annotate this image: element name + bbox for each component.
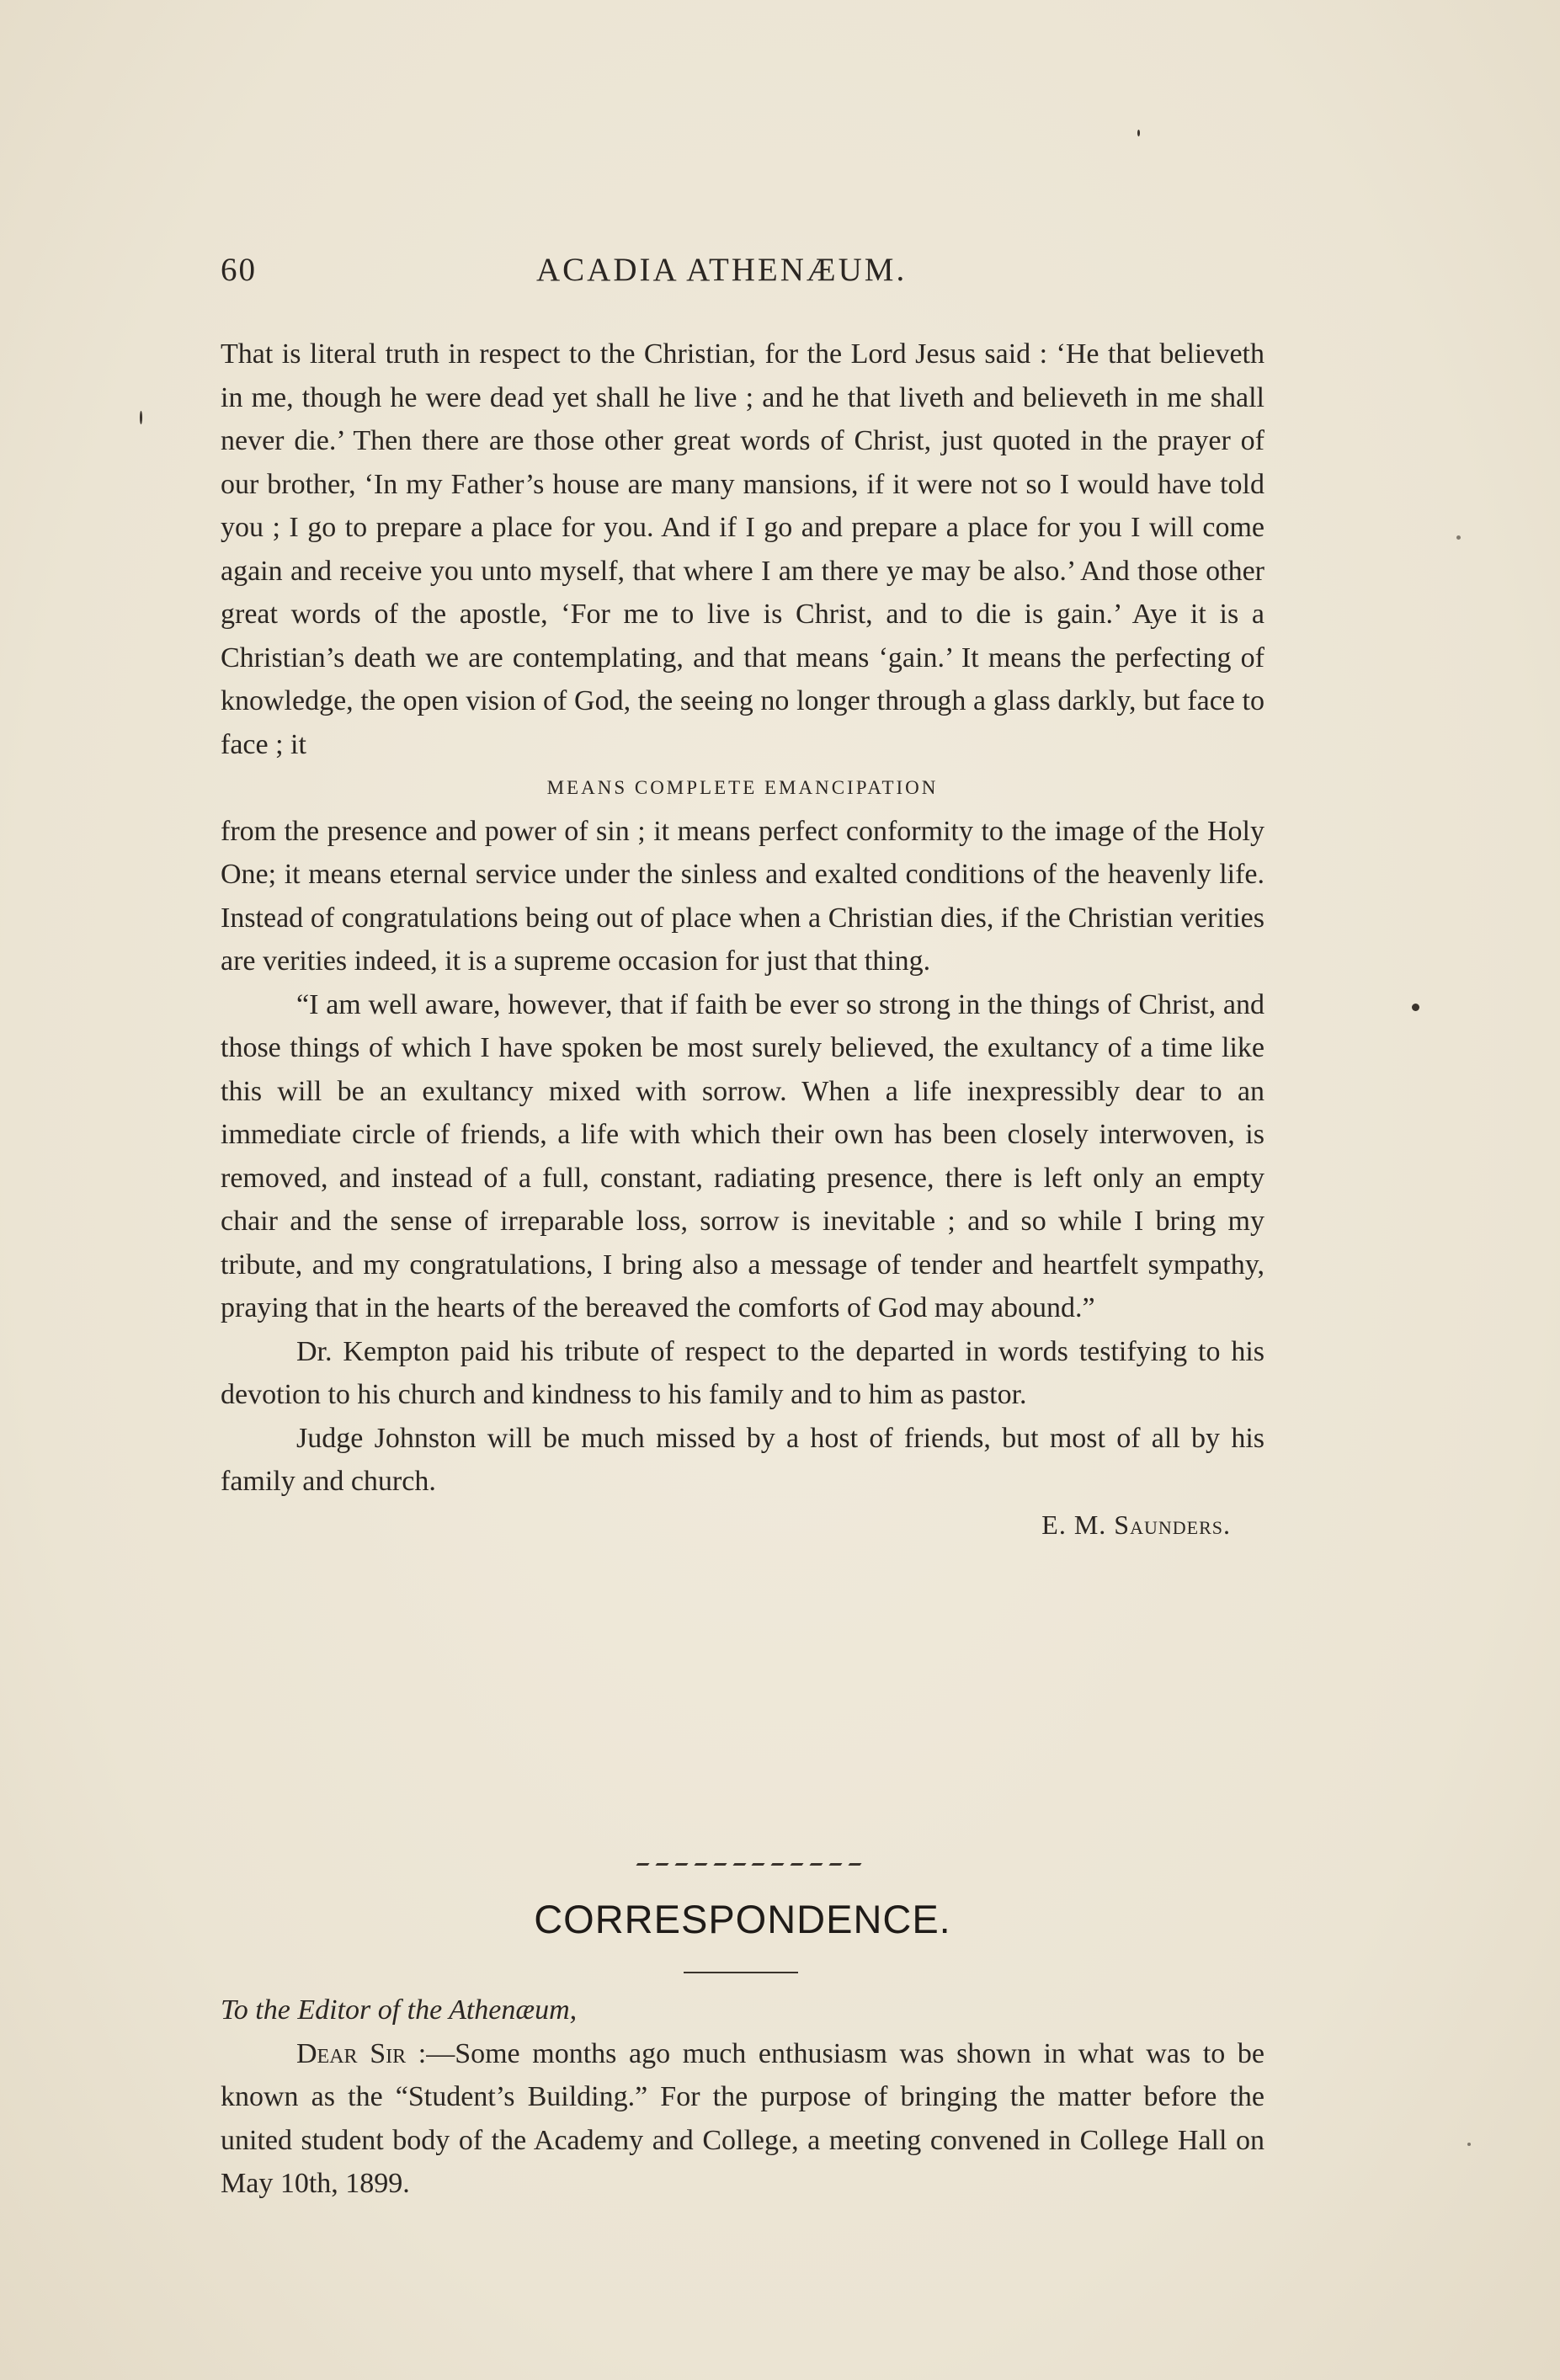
letter-section: [221, 1989, 1265, 2206]
section-divider-ornament: [640, 1855, 864, 1866]
author-signature: E. M. Saunders.: [1041, 1509, 1231, 1540]
letter-paragraph: [221, 2032, 1265, 2206]
paper-speck: [1467, 2143, 1471, 2146]
article-paragraph: “I am well aware, however, that if faith be ever so strong in the things of Christ, and those things of which I have spoken be most surely believed, the exultancy of a time like this will be an exultancy mixed with sorrow. When a life inexpressibly dear to an immediate circle of friends, a life with which their own has been closely interwoven, is removed, and instead of a full, constant, radiating presence, there is left only an empty chair and the sense of irreparable loss, sorrow is inevitable ; and so while I bring my tribute, and my congratulations, I bring also a message of tender and heartfelt sympathy, praying that in the hearts of the bereaved the comforts of God may abound.”: [221, 988, 1265, 1323]
article-paragraph: That is literal truth in respect to the Christian, for the Lord Jesus said : ‘He that believeth in me, though he were dead yet shall he live ; and he that liveth and believeth in me shall never die.’ Then there are those other great words of Christ, just quoted in the prayer of our brother, ‘In my Father’s house are many mansions, if it were not so I would have told you ; I go to prepare a place for you. And if I go and prepare a place for you I will come again and receive you unto myself, that where I am there ye may be also.’ And those other great words of the apostle, ‘For me to live is Christ, and to die is gain.’ Aye it is a Christian’s death we are contemplating, and that means ‘gain.’ It means the perfecting of knowledge, the open vision of God, the seeing no longer through a glass darkly, but face to face ; it: [221, 338, 1265, 760]
paper-speck: [1456, 535, 1461, 540]
article-paragraph: from the presence and power of sin ; it means perfect conformity to the image of the Holy One; it means eternal service under the sinless and exalted conditions of the heavenly life. Instead of congratulations being out of place when a Christian dies, if the Christian verities are verities indeed, it is a supreme occasion for just that thing.: [221, 815, 1265, 977]
letter-body: —Some months ago much enthusiasm was shown in what was to be known as the “Student’s Building.” For the purpose of bringing the matter before the united student body of the Academy and College, a meeting convened in College Hall on May 10th, 1899.: [221, 2037, 1265, 2199]
letter-salutation: Dear Sir :: [296, 2037, 427, 2069]
journal-title: ACADIA ATHENÆUM.: [536, 252, 908, 288]
paper-speck: [140, 411, 142, 424]
paper-speck: [1137, 130, 1140, 136]
paper-speck: [1412, 1004, 1419, 1011]
letter-addressee: To the Editor of the Athenæum,: [221, 1994, 578, 2026]
heading-rule: [684, 1972, 798, 1973]
article-paragraph: Judge Johnston will be much missed by a host of friends, but most of all by his family and church.: [221, 1422, 1265, 1497]
running-header: [221, 251, 1265, 293]
page-number: 60: [221, 252, 257, 288]
section-heading: MEANS COMPLETE EMANCIPATION: [546, 777, 939, 798]
article-body: [221, 333, 1265, 1547]
article-paragraph: Dr. Kempton paid his tribute of respect to the departed in words testifying to his devotion to his church and kindness to his family and to him as pastor.: [221, 1335, 1265, 1410]
correspondence-heading: CORRESPONDENCE.: [534, 1897, 951, 1941]
